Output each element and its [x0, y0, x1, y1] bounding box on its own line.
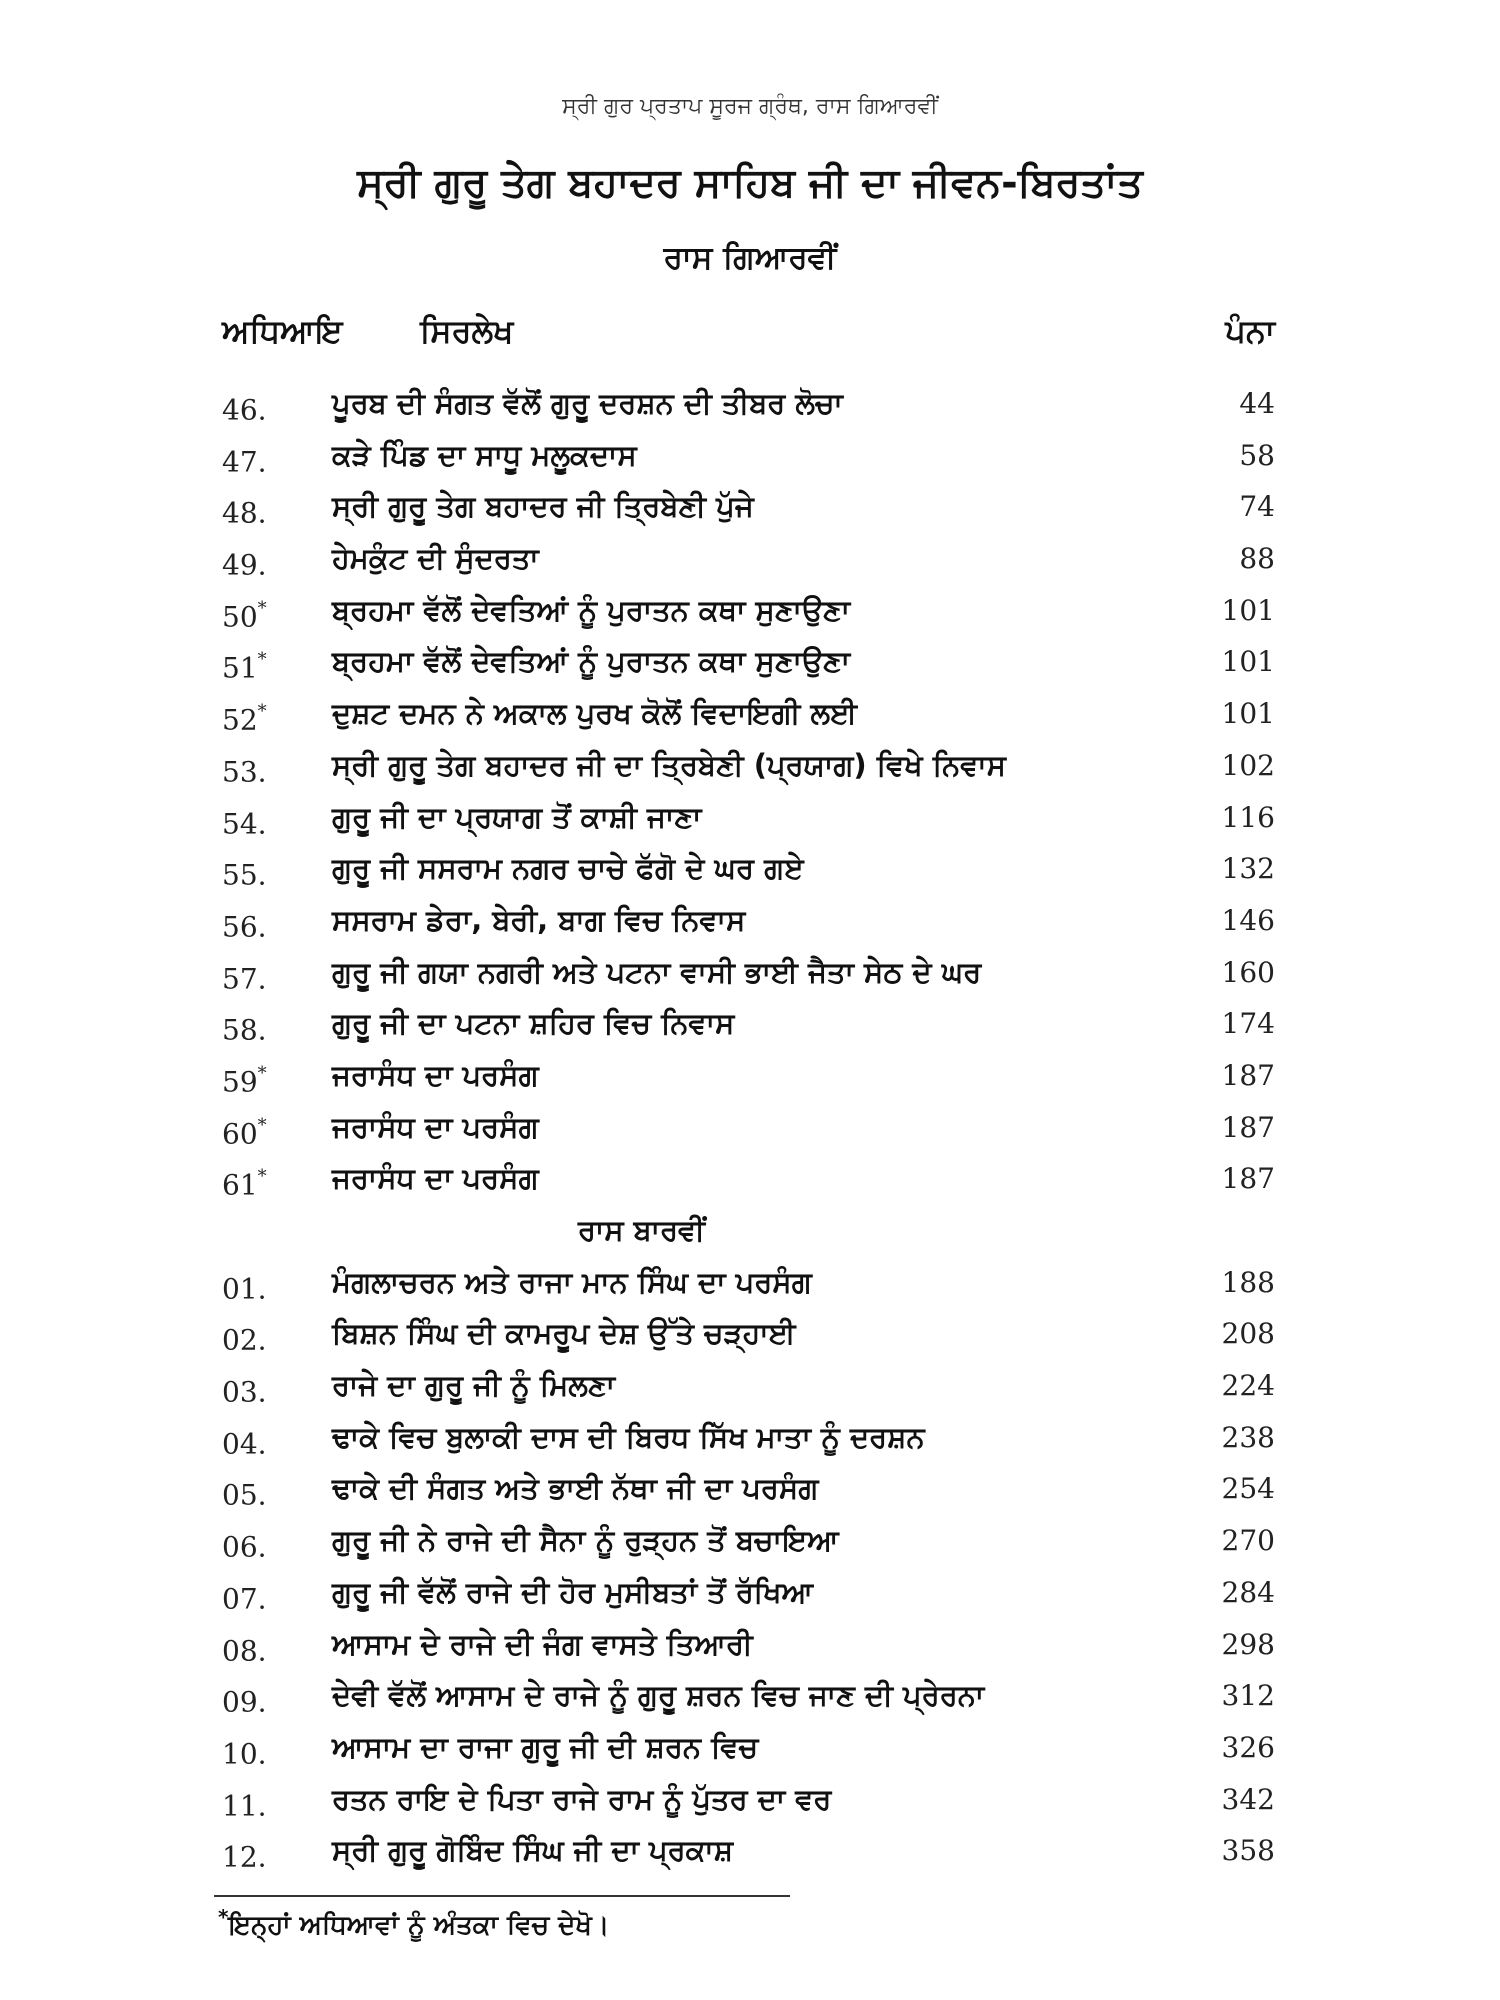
chapter-number: 07. — [222, 1582, 267, 1616]
chapter-title: ਮੰਗਲਾਚਰਨ ਅਤੇ ਰਾਜਾ ਮਾਨ ਸਿੰਘ ਦਾ ਪਰਸੰਗ — [332, 1264, 812, 1299]
chapter-number: 11. — [222, 1788, 267, 1822]
toc-row — [222, 998, 1275, 1050]
toc-row — [222, 1360, 1275, 1412]
chapter-number: 52* — [222, 701, 267, 737]
toc-row — [222, 430, 1275, 482]
chapter-number: 08. — [222, 1633, 267, 1667]
footnote-text: ਇਨ੍ਹਾਂ ਅਧਿਆਵਾਂ ਨੂੰ ਅੰਤਕਾ ਵਿਚ ਦੇਖੋ। — [228, 1910, 610, 1941]
toc-row — [222, 688, 1275, 740]
appendix-mark: * — [257, 649, 267, 671]
page-number: 132 — [1221, 852, 1275, 886]
chapter-title: ਗੁਰੂ ਜੀ ਗਯਾ ਨਗਰੀ ਅਤੇ ਪਟਨਾ ਵਾਸੀ ਭਾਈ ਜੈਤਾ ਸੇਠ ਦੇ ਘਰ — [332, 954, 982, 989]
chapter-number: 04. — [222, 1427, 267, 1461]
chapter-title: ਗੁਰੂ ਜੀ ਨੇ ਰਾਜੇ ਦੀ ਸੈਨਾ ਨੂੰ ਰੁੜ੍ਹਨ ਤੋਂ ਬਚਾਇਆ — [332, 1523, 839, 1558]
toc-row — [222, 1412, 1275, 1464]
column-header-heading: ਸਿਰਲੇਖ — [420, 312, 514, 350]
chapter-title: ਗੁਰੂ ਜੀ ਦਾ ਪ੍ਰਯਾਗ ਤੋਂ ਕਾਸ਼ੀ ਜਾਣਾ — [332, 799, 702, 834]
page-number: 58 — [1239, 438, 1275, 472]
chapter-title: ਸਸਰਾਮ ਡੇਰਾ, ਬੇਰੀ, ਬਾਗ ਵਿਚ ਨਿਵਾਸ — [332, 902, 746, 937]
toc-row — [222, 1825, 1275, 1877]
chapter-number: 55. — [222, 858, 267, 892]
chapter-title: ਸ੍ਰੀ ਗੁਰੂ ਤੇਗ ਬਹਾਦਰ ਜੀ ਦਾ ਤ੍ਰਿਬੇਣੀ (ਪ੍ਰਯਾਗ) ਵਿਖੇ ਨਿਵਾਸ — [332, 747, 1006, 782]
page-number: 101 — [1221, 645, 1275, 679]
chapter-number: 03. — [222, 1375, 267, 1409]
chapter-number: 60* — [222, 1114, 267, 1150]
chapter-title: ਰਾਜੇ ਦਾ ਗੁਰੂ ਜੀ ਨੂੰ ਮਿਲਣਾ — [332, 1368, 616, 1403]
chapter-title: ਬ੍ਰਹਮਾ ਵੱਲੋਂ ਦੇਵਤਿਆਂ ਨੂੰ ਪੁਰਾਤਨ ਕਥਾ ਸੁਣਾਉਣਾ — [332, 644, 851, 679]
chapter-title: ਢਾਕੇ ਦੀ ਸੰਗਤ ਅਤੇ ਭਾਈ ਨੱਥਾ ਜੀ ਦਾ ਪਰਸੰਗ — [332, 1471, 819, 1506]
footnote-divider — [214, 1895, 790, 1897]
page-number: 74 — [1239, 490, 1275, 524]
toc-row — [222, 481, 1275, 533]
chapter-title: ਜਰਾਸੰਧ ਦਾ ਪਰਸੰਗ — [332, 1057, 539, 1092]
chapter-title: ਰਤਨ ਰਾਇ ਦੇ ਪਿਤਾ ਰਾਜੇ ਰਾਮ ਨੂੰ ਪੁੱਤਰ ਦਾ ਵਰ — [332, 1781, 832, 1816]
column-header-page: ਪੰਨਾ — [1225, 312, 1275, 350]
footnote — [218, 1905, 609, 1942]
chapter-title: ਜਰਾਸੰਧ ਦਾ ਪਰਸੰਗ — [332, 1161, 539, 1196]
page-number: 101 — [1221, 593, 1275, 627]
page-number: 174 — [1221, 1007, 1275, 1041]
toc-row — [222, 1463, 1275, 1515]
chapter-number: 51* — [222, 649, 267, 685]
chapter-number: 59* — [222, 1062, 267, 1099]
chapter-number: 09. — [222, 1685, 267, 1719]
chapter-number: 50* — [222, 597, 267, 634]
page-number: 146 — [1221, 903, 1275, 937]
toc-row — [222, 1722, 1275, 1774]
page-number: 88 — [1239, 542, 1275, 576]
chapter-title: ਹੇਮਕੁੰਟ ਦੀ ਸੁੰਦਰਤਾ — [332, 541, 539, 576]
toc-row — [222, 1619, 1275, 1671]
chapter-number: 12. — [222, 1840, 267, 1874]
chapter-title: ਆਸਾਮ ਦੇ ਰਾਜੇ ਦੀ ਜੰਗ ਵਾਸਤੇ ਤਿਆਰੀ — [332, 1626, 753, 1661]
toc-row — [222, 533, 1275, 585]
page-title: ਸ੍ਰੀ ਗੁਰੂ ਤੇਗ ਬਹਾਦਰ ਸਾਹਿਬ ਜੀ ਦਾ ਜੀਵਨ-ਬਿਰਤਾਂਤ — [357, 160, 1143, 206]
page-number: 208 — [1221, 1317, 1275, 1351]
toc-row — [222, 1774, 1275, 1826]
chapter-number: 02. — [222, 1323, 267, 1357]
chapter-number: 58. — [222, 1013, 267, 1047]
toc-row — [222, 1670, 1275, 1722]
toc-row — [222, 585, 1275, 637]
toc-row — [222, 1102, 1275, 1154]
page-number: 270 — [1221, 1524, 1275, 1558]
toc-row — [222, 1308, 1275, 1360]
chapter-title: ਸ੍ਰੀ ਗੁਰੂ ਗੋਬਿੰਦ ਸਿੰਘ ਜੀ ਦਾ ਪ੍ਰਕਾਸ਼ — [332, 1833, 734, 1868]
toc-row — [222, 947, 1275, 999]
chapter-number: 57. — [222, 961, 267, 995]
toc-row — [222, 378, 1275, 430]
toc-row — [222, 636, 1275, 688]
toc-row — [222, 1515, 1275, 1567]
chapter-title: ਸ੍ਰੀ ਗੁਰੂ ਤੇਗ ਬਹਾਦਰ ਜੀ ਤ੍ਰਿਬੇਣੀ ਪੁੱਜੇ — [332, 489, 754, 524]
section-11-list — [222, 378, 1275, 1205]
section-12-title: ਰਾਸ ਬਾਰਵੀਂ — [578, 1213, 705, 1247]
chapter-number: 48. — [222, 496, 267, 530]
chapter-number: 61* — [222, 1166, 267, 1202]
toc-row — [222, 1153, 1275, 1205]
toc-row — [222, 792, 1275, 844]
section-12-list — [222, 1257, 1275, 1877]
chapter-number: 06. — [222, 1530, 267, 1564]
chapter-number: 46. — [222, 393, 267, 427]
page-number: 44 — [1239, 387, 1275, 420]
chapter-number: 49. — [222, 548, 267, 582]
toc-row — [222, 843, 1275, 895]
chapter-title: ਬਿਸ਼ਨ ਸਿੰਘ ਦੀ ਕਾਮਰੂਪ ਦੇਸ਼ ਉੱਤੇ ਚੜ੍ਹਾਈ — [332, 1316, 796, 1351]
chapter-title: ਜਰਾਸੰਧ ਦਾ ਪਰਸੰਗ — [332, 1109, 539, 1144]
page-number: 238 — [1221, 1420, 1275, 1454]
page-number: 101 — [1221, 697, 1275, 731]
section-title: ਰਾਸ ਗਿਆਰਵੀਂ — [663, 240, 837, 276]
page-number: 224 — [1221, 1369, 1275, 1403]
page-number: 312 — [1221, 1679, 1275, 1713]
chapter-title: ਗੁਰੂ ਜੀ ਸਸਰਾਮ ਨਗਰ ਚਾਚੇ ਫੱਗੋ ਦੇ ਘਰ ਗਏ — [332, 851, 804, 886]
toc-row — [222, 1567, 1275, 1619]
toc-row — [222, 1257, 1275, 1309]
chapter-number: 53. — [222, 755, 267, 789]
chapter-title: ਕੜੇ ਪਿੰਡ ਦਾ ਸਾਧੂ ਮਲੂਕਦਾਸ — [332, 437, 637, 472]
page-number: 254 — [1221, 1472, 1275, 1506]
appendix-mark: * — [257, 701, 267, 723]
chapter-number: 01. — [222, 1272, 267, 1306]
toc-row — [222, 895, 1275, 947]
page-number: 187 — [1221, 1162, 1275, 1196]
appendix-mark: * — [257, 1114, 267, 1136]
page-number: 188 — [1221, 1265, 1275, 1299]
page-number: 358 — [1221, 1834, 1275, 1868]
page-number: 326 — [1221, 1730, 1275, 1764]
chapter-title: ਬ੍ਰਹਮਾ ਵੱਲੋਂ ਦੇਵਤਿਆਂ ਨੂੰ ਪੁਰਾਤਨ ਕਥਾ ਸੁਣਾਉਣਾ — [332, 592, 851, 627]
footnote-mark: * — [218, 1905, 229, 1929]
appendix-mark: * — [257, 1062, 267, 1084]
appendix-mark: * — [257, 1166, 267, 1188]
chapter-title: ਢਾਕੇ ਵਿਚ ਬੁਲਾਕੀ ਦਾਸ ਦੀ ਬਿਰਧ ਸਿੱਖ ਮਾਤਾ ਨੂੰ ਦਰਸ਼ਨ — [332, 1419, 925, 1454]
page-number: 284 — [1221, 1575, 1275, 1609]
chapter-number: 10. — [222, 1737, 267, 1771]
appendix-mark: * — [257, 597, 267, 619]
page-number: 187 — [1221, 1110, 1275, 1144]
chapter-title: ਦੇਵੀ ਵੱਲੋਂ ਆਸਾਮ ਦੇ ਰਾਜੇ ਨੂੰ ਗੁਰੂ ਸ਼ਰਨ ਵਿਚ ਜਾਣ ਦੀ ਪ੍ਰੇਰਨਾ — [332, 1678, 985, 1713]
page-number: 342 — [1221, 1782, 1275, 1816]
page-number: 116 — [1221, 800, 1275, 834]
chapter-number: 05. — [222, 1478, 267, 1512]
column-header-chapter: ਅਧਿਆਇ — [222, 312, 343, 350]
page-number: 102 — [1221, 748, 1275, 782]
toc-row — [222, 740, 1275, 792]
chapter-number: 54. — [222, 806, 267, 840]
page-number: 160 — [1221, 955, 1275, 989]
page-number: 187 — [1221, 1058, 1275, 1092]
chapter-number: 47. — [222, 445, 267, 479]
running-head: ਸ੍ਰੀ ਗੁਰ ਪ੍ਰਤਾਪ ਸੂਰਜ ਗ੍ਰੰਥ, ਰਾਸ ਗਿਆਰਵੀਂ — [562, 94, 938, 119]
chapter-number: 56. — [222, 910, 267, 944]
chapter-title: ਦੁਸ਼ਟ ਦਮਨ ਨੇ ਅਕਾਲ ਪੁਰਖ ਕੋਲੋਂ ਵਿਦਾਇਗੀ ਲਈ — [332, 696, 857, 731]
page-number: 298 — [1221, 1627, 1275, 1661]
chapter-title: ਪੂਰਬ ਦੀ ਸੰਗਤ ਵੱਲੋਂ ਗੁਰੂ ਦਰਸ਼ਨ ਦੀ ਤੀਬਰ ਲੋਚਾ — [332, 386, 843, 420]
toc-row — [222, 1050, 1275, 1102]
chapter-title: ਗੁਰੂ ਜੀ ਦਾ ਪਟਨਾ ਸ਼ਹਿਰ ਵਿਚ ਨਿਵਾਸ — [332, 1006, 735, 1041]
chapter-title: ਆਸਾਮ ਦਾ ਰਾਜਾ ਗੁਰੂ ਜੀ ਦੀ ਸ਼ਰਨ ਵਿਚ — [332, 1729, 759, 1764]
chapter-title: ਗੁਰੂ ਜੀ ਵੱਲੋਂ ਰਾਜੇ ਦੀ ਹੋਰ ਮੁਸੀਬਤਾਂ ਤੋਂ ਰੱਖਿਆ — [332, 1574, 814, 1609]
table-of-contents — [222, 378, 1275, 1877]
